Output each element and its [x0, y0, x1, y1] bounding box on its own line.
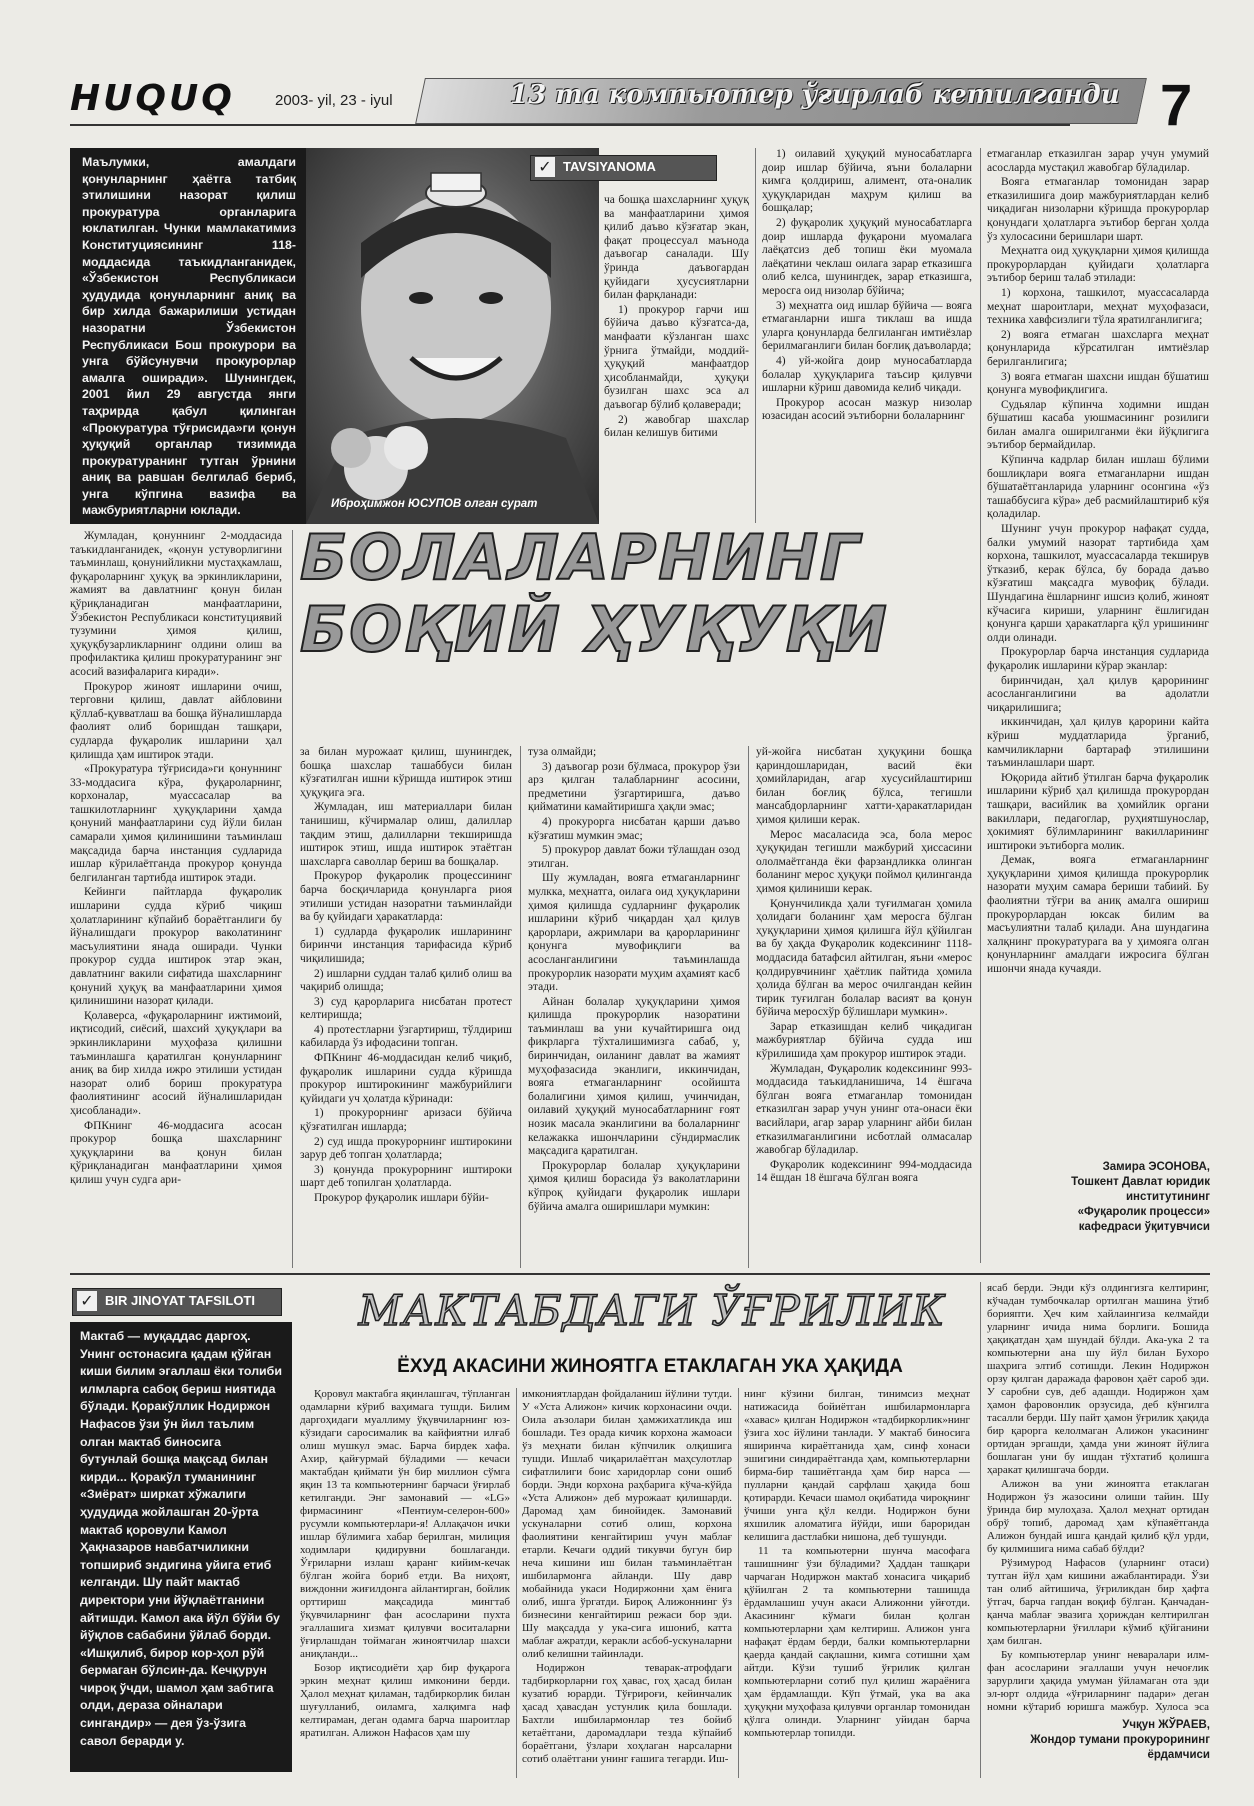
paragraph: Юқорида айтиб ўтилган барча фуқаролик ишларини кўриб ҳал қилишда прокурордан ташқари, васийлик ва ҳомийлик органи вакиллари, педагоглар, руҳиятшунослар, ҳокимият бўлимларининг вакилларининг иштироки эътиборга молик. — [987, 771, 1209, 852]
child-photo — [306, 148, 599, 524]
column-divider — [516, 1388, 517, 1778]
paragraph: Жумладан, Фуқаролик кодексининг 993-моддасида таъкидланишича, 14 ёшгача бўлган вояга етмаганлар томонидан етказилган зарар учун унинг ота-онаси ёки васийлари, агар зарар уларнинг айби билан етказилмаганлигини исботлай олмасалар жавобгар бўладилар. — [756, 1062, 972, 1157]
paragraph: 3) вояга етмаган шахсни ишдан бўшатиш қонунга мувофиқлигига. — [987, 370, 1209, 397]
paragraph: Шу жумладан, вояга етмаганларнинг мулкка, меҳнатга, оилага оид ҳуқуқларини ҳимоя қилишда судларнинг фуқаролик ишларини кўриб чиқардан ҳал қилув қарорлари, ажримлари ва қарорларининг қонунга мувофиқлиги ва асосланганлигини таъминлашда прокурорлик назорати муҳим аҳамият касб этади. — [528, 872, 740, 994]
paragraph: 1) корхона, ташкилот, муассасаларда меҳнат шароитлари, меҳнат муҳофазаси, техника хавфсизлиги тўла яратилганлигига; — [987, 286, 1209, 327]
article2-subheadline: ЁХУД АКАСИНИ ЖИНОЯТГА ЕТАКЛАГАН УКА ҲАҚИДА — [397, 1356, 903, 1377]
paragraph: Меҳнатга оид ҳуқуқларни ҳимоя қилишда прокурорлардан қуйидаги ҳолатларга эътибор бериш талаб этилади: — [987, 245, 1209, 285]
paragraph: Кўпинча кадрлар билан ишлаш бўлими бошлиқлари вояга етмаганларни ишдан бўшатаётганларида уларнинг осонгина «ўз ташаббусига кўра» деб расмийлаштириб кўя қоладилар. — [987, 454, 1209, 521]
article1-column-a — [604, 194, 749, 519]
author-role: Жондор тумани прокурорининг — [1030, 1734, 1210, 1746]
paragraph: 4) прокурорга нисбатан қарши даъво кўзғатиш мумкин эмас; — [528, 815, 740, 842]
section-rule — [70, 1273, 1210, 1275]
paragraph: 2) жавобгар шахслар билан келишув битими — [604, 413, 749, 440]
column-divider — [738, 1388, 739, 1778]
paragraph: Прокурор фуқаролик процессининг барча босқичларида қонунларга риоя этилиши устидан назоратни таъминлайди ва бу қуйидаги ҳаракатларда: — [300, 870, 512, 924]
paragraph: 1) судларда фуқаролик ишларининг биринчи инстанция тарифасида кўриб чиқилишида; — [300, 925, 512, 965]
paragraph: Қоровул мактабга яқинлашгач, тўпланган одамларни кўриб ваҳимага тушди. Билим даргоҳидаги муаллиму ўқувчиларнинг юз-кўзидаги саросималик ва кайфиятни илғаб олиш мушкул эмас. Барча бирдек хафа. Ахир, қайғурмай бўладими — кечаси мактабдан қиймати ўн бир миллион сўмга яқин 13 та компьютернинг барчаси ўғирлаб кетилганди. Энг замонавий — «LG» фирмасининг «Пентиум-селерон-600» русумли компьютерлари-я! Аллақачон ички ишлар бўлимига хабар берилган, милиция ходимлари қидирувни бошлаганди. Ўғриларни излаш қаранг кийим-кечак бўлган жойга бориб етди. Ва ниҳоят, виждонни жиғилдонга айлантирган, бойлик орттириш мақсадида мингтаб ўқувчиларнинг фан асосларини пухта эгаллашига хизмат қилувчи воситаларни ўғирлашдан тоймаган жиноятчилар шахси аниқланди... — [300, 1388, 510, 1660]
paragraph: Қонунчиликда ҳали туғилмаган ҳомила ҳолидаги боланинг ҳам меросга бўлган ҳуқуқларини ҳимоя қилишга йўл қўйилган ва бу ҳақда Фуқаролик кодексининг 1118-моддасида батафсил айтилган, яъни «мерос қолдирувчининг ҳаётлик пайтида ҳомила ҳолида бўлган ва мерос очилгандан кейин тирик туғилган болалар васият ва қонун бўйича меросхўр бўлишлари мумкин». — [756, 897, 972, 1019]
author-name: Учқун ЖЎРАЕВ, — [1122, 1719, 1210, 1731]
paragraph: 2) ишларни суддан талаб қилиб олиш ва чақириб олишда; — [300, 967, 512, 994]
column-divider — [292, 530, 293, 1268]
headline-line-2: БОҚИЙ ҲУҚУҚИ — [300, 593, 889, 666]
paragraph: иккинчидан, ҳал қилув қарорини кайта кўриш муддатларида ўрганиб, камчиликларни бартараф этилишини таъминлашлари шарт. — [987, 716, 1209, 770]
paragraph: 1) оилавий ҳуқуқий муносабатларга доир ишлар бўйича, яъни болаларни кимга қолдириш, алимент, ота-оналик ҳуқуқларидан маҳрум қилиш ва бошқалар; — [762, 148, 972, 215]
paragraph: Прокурор фуқаролик ишлари бўйи- — [314, 1192, 489, 1204]
author-role: «Фуқаролик процесси» — [1077, 1206, 1210, 1218]
paragraph: 2) вояга етмаган шахсларга меҳнат қонунларида кўрсатилган имтиёзлар берилганлигига; — [987, 328, 1209, 368]
paragraph: Жумладан, қонуннинг 2-моддасида таъкидланганидек, «қонун устуворлигини таъминлаш, қонунийликни мустаҳкамлаш, фуқароларнинг ҳуқуқ ва эркинликларини, жамият ва давлатнинг қонун билан қўриқланадиган манфаатларини, Ўзбекистон Республикаси конституциявий тузумини ҳимоя қилиш, ҳуқуқбузарликларнинг олдини олиш ва профилактика қилиш прокуратуранинг энг асосий вазифаларига киради». — [70, 530, 282, 678]
lead-box — [70, 1322, 292, 1772]
paragraph: Демак, вояга етмаганларнинг ҳуқуқларини ҳимоя қилишда прокурорлик назорати муҳим самара бериши табиий. Бу фаолиятни тўғри ва аниқ амалга ошириш прокурорлардан юксак билим ва масъулиятни талаб қилади. Ана шундагина халқнинг прокуратурага ва у ҳимояга олган қонунларнинг амалдаги ижросига бўлган ишончи янада кучаяди. — [987, 854, 1209, 976]
photo-credit: Иброҳимжон ЮСУПОВ олган сурат — [331, 498, 538, 510]
article1-column-d — [70, 530, 282, 1268]
paragraph: ФПКнинг 46-моддасидан келиб чиқиб, фуқаролик ишларини судда кўришда прокурор иштирокининг мажбурийлиги қуйидаги уч ҳолатда кўринади: — [300, 1052, 512, 1105]
author-role: Тошкент Давлат юридик — [1071, 1176, 1210, 1188]
paragraph: етмаганлар етказилган зарар учун умумий асосларда мустақил жавобгар бўладилар. — [987, 148, 1209, 174]
section-tag — [530, 155, 717, 181]
paragraph: Бозор иқтисодиёти ҳар бир фуқарога эркин меҳнат қилиш имконини берди. Ҳалол меҳнат қиламан, тадбиркорлик билан шуғулланиб, оиламга, халқимга наф келтираман, деган одамга барча шароитлар яратилган. Алижон Нафасов ҳам шу — [300, 1662, 510, 1739]
lead-text: Мактаб — муқаддас даргоҳ. Унинг остонасига қадам қўйган киши билим эгаллаш ёки толиби илмларга сабоқ бериш ниятида бўлади. Қоракўллик Нодиржон Нафасов ўзи ўн йил таълим олган мактаб биносига бутунлай бошқа мақсад билан кирди... Қоракўл туманининг «Зиёрат» ширкат хўжалиги ҳудудида жойлашган 20-ўрта мактаб қоровули Камол Ҳақназаров навбатчиликни топшириб эндигина уйига етиб келганди. Шу пайт мактаб директори уни йўқлаётганини айтишди. Камол ака йўл бўйи бу йўқлов сабабини ўйлаб борди. «Ишқилиб, бирор кор-ҳол рўй бермаган бўлсин-да. Кечқурун чироқ ўчди, шамол ҳам забтига олди, дераза ойналари сингандир» — дея ўз-ўзига савол берарди у. — [80, 1329, 282, 1748]
paragraph: Прокурорлар барча инстанция судларида фуқаролик ишларини кўрар эканлар: — [987, 646, 1209, 672]
section-tag-label: TAVSIYANOMA — [563, 159, 656, 174]
article1-headline — [300, 522, 980, 666]
paragraph: ча бошқа шахсларнинг ҳуқуқ ва манфаатларини ҳимоя қилиб даъво кўзғатар экан, фақат процессуал маънода даъвогар саналади. Шу ўринда даъвогардан қуйидаги ҳусусиятларни билан фарқланади: — [604, 194, 749, 302]
paragraph: туза олмайди; — [528, 746, 597, 758]
paragraph: 3) қонунда прокурорнинг иштироки шарт деб топилган ҳолатларда. — [300, 1163, 512, 1190]
paragraph: Қолаверса, «фуқароларнинг ижтимоий, иқтисодий, сиёсий, шахсий ҳуқуқлари ва эркинликларини муҳофаза қилишни таъминлашга қаратилган қонунларнинг аниқ ва бир хилда ижро этилиши устидан назорат олиб бориш прокуратура фаолиятининг асосий йўналишларидан ҳисобланади». — [70, 1009, 282, 1117]
column-divider — [980, 148, 981, 1263]
masthead-rule — [70, 124, 1070, 126]
article1-column-b — [762, 148, 972, 520]
paragraph: имкониятлардан фойдаланиш йўлини тутди. У «Уста Алижон» кичик корхонасини очди. Оила аъзолари билан ҳамжихатликда иш бошлади. Тез орада кичик корхона жамоаси ўз меҳнати билан кўпчилик олқишига тушди. Ишлаб чиқарилаётган маҳсулотлар сифатлилиги боис харидорлар сони ошиб борди. Энди корхона раҳбарига кўча-кўйда «Уста Алижон» деб мурожаат қилишарди. Даромад ҳам бинойидек. Замонавий ускуналарни сотиб олиш, корхона фаолиятини кенгайтириш учун маблағ етарли. Кечаги оддий тикувчи бугун бир неча кишини иш билан таъминлаётган ишбилармонга айланди. Шу давр мобайнида укаси Нодиржонни ҳам ёнига олиб, ишга ўргатди. Бироқ Алижоннинг ўз бизнесини кенгайтириш режаси бор эди. Шу мақсадда у ука-сига ишониб, катта маблағ ажратди, керакли асбоб-ускуналарни олиб келишни тайинлади. — [522, 1388, 732, 1660]
paragraph: за билан мурожаат қилиш, шунингдек, бошқа шахслар ташаббуси билан кўзғатилган ишни кўришда иштирок этиш ҳуқуқига эга. — [300, 746, 512, 799]
column-divider — [520, 746, 521, 1268]
article2-column-b — [522, 1388, 732, 1778]
paragraph: ясаб берди. Энди кўз олдингизга келтиринг, кўчадан тумбочкалар ортилган машина ўтиб борияпти. Ҳеч ким хайлаингиза келмайди уларнинг ичида нима борлиги. Бошида ҳақиқатдан ҳам шундай бўлди. Ака-ука 2 та компьютерни ана шу йўл билан Бухоро шаҳрига элтиб сотишди. Лекин Нодиржон орзу қилган даражада фаровон ҳаёт сароб эди. У саробни сув, деб адашди. Нодиржон ҳам ҳамон фаровонлик орзусида, деб кўнгилга тасалли берди. Шу пайт ҳамон ўғрилик ҳақида бир қарорга келолмаган Алижон укасининг ортидан эргашди, ҳамда уни жиноят йўлига бошлаган уни бу ишдан тўхтатиб қолишга ҳаракат қилишгача борди. — [987, 1282, 1209, 1476]
child-illustration — [306, 148, 599, 524]
paragraph: 3) меҳнатга оид ишлар бўйича — вояга етмаганларни ишга тиклаш ва ишда уларга қонунларда белгиланган имтиёзлар берилмаганлиги билан боғлиқ даъволарда; — [762, 299, 972, 353]
article1-column-c — [987, 148, 1209, 1156]
checkmark-icon: ✓ — [535, 157, 555, 177]
paragraph: Шунинг учун прокурор нафақат судда, балки умумий назорат тартибида ҳам корхона, ташкилот, муассасаларда текширув ўтказиб, керак бўлса, бу борада даъво кўзғатиш мақсадга мувофиқ бўлади. Шундагина ёшларнинг ишсиз қолиб, жиноят кўчасига кириши, уларнинг ёшлигидан қонунга қарши ҳаракатларга қўл уришининг олди олинади. — [987, 523, 1209, 644]
paragraph: Зарар етказишдан келиб чиқадиган мажбуриятлар бўйича судда иш кўрилишида ҳам прокурор иштирок этади. — [756, 1020, 972, 1061]
author-role: институтининг — [1125, 1191, 1210, 1203]
article2-headline: МАКТАБДАГИ ЎҒРИЛИК — [358, 1286, 946, 1335]
paragraph: Айнан болалар ҳуқуқларини ҳимоя қилишда прокурорлик назоратини таъминлаш ва уни кучайтиришга оид фикрларга тўхталишимизга сабаб, у, биринчидан, оиланинг давлат ва жамият муҳофазасида эканлиги, иккинчидан, вояга етмаганларнинг осойишта болалигини ҳимоя қилиш, учинчидан, оилавий ҳуқуқий муносабатларнинг ғоят нозик масала эканлигини ва болаларнинг келажакка ишончларини сўндирмаслик мақсадига қаратилган. — [528, 995, 740, 1158]
article1-column-g — [756, 746, 972, 1268]
paragraph: 1) прокурор гарчи иш бўйича даъво кўзғатса-да, манфаати кўзланган шахс ўрнига ўтмайди, моддий-ҳуқуқий манфаатдор ҳисобланмайди, ҳуқуқи бузилган шахс эса ал даъвогар бўлиб қолаверади; — [604, 303, 749, 411]
article2-column-d — [987, 1282, 1209, 1714]
newspaper-brand: HUQUQ — [70, 78, 235, 119]
checkmark-icon: ✓ — [77, 1291, 97, 1311]
paragraph: уй-жойга нисбатан ҳуқуқини бошқа қариндошларидан, васий ёки ҳомийларидан, агар хусусийлаштириш билан боғлиқ бўлса, тегишли мансабдорларнинг хатти-ҳаракатларидан ҳимоя қилиши керак. — [756, 746, 972, 826]
paragraph: Прокурор асосан мазкур низолар юзасидан асосий эътиборни болаларнинг — [762, 396, 972, 423]
page-number: 7 — [1160, 73, 1193, 138]
paragraph: 2) фуқаролик ҳуқуқий муносабатларга доир ишларда фуқарони муомалага лаёқатсиз деб топиш ёки муомала лаёқатини чеклаш оилага зарар етказишга олиб келса, шунингдек, зарар етказишга, меросга оид низолар бўйича; — [762, 216, 972, 297]
paragraph: Рўзимурод Нафасов (уларнинг отаси) тутган йўл ҳам кишини ажаблантиради. Ўзи тан олиб айтишича, ўғриликдан бир ҳафта ўтгач, барча гапдан воқиф бўлган. Қанчадан-қанча маблағ эвазига ҳориждан келтирилган компьютерларни ўғиллари кўмиб қўйганини ҳам билган. — [987, 1557, 1209, 1647]
column-divider — [748, 746, 749, 1268]
article2-column-c — [744, 1388, 970, 1778]
paragraph: ФПКнинг 46-моддасига асосан прокурор бошқа шахсларнинг ҳуқуқларини ва қонун билан қўриқланадиган манфаатларини ҳимоя қилиш учун судга ари- — [70, 1119, 282, 1186]
paragraph: 5) прокурор давлат божи тўлашдан озод этилган. — [528, 844, 740, 870]
issue-date: 2003- yil, 23 - iyul — [275, 92, 393, 109]
paragraph: Фуқаролик кодексининг 994-моддасида 14 ёшдан 18 ёшгача бўлган вояга — [756, 1158, 972, 1185]
paragraph: 11 та компьютерни шунча масофага ташишнинг ўзи бўладими? Ҳаддан ташқари чарчаган Нодиржон мактаб хонасига чиқариб қўйилган 2 та компьютерни ташишда ёрдамлашиш учун акаси Алижонни уйғотди. Акасининг кўмаги билан қолган компьютерларни ҳам келтириш. Алижон унга нафақат ёрдам берди, балки компьютерларни қаерда қандай сақлашни, кимга сотишни ҳам айтди. Кўзи тушиб ўғрилик қилган компьютерларни сотиб пул қилиш жараёнига ҳам ёрдамлашди. Кўп ўтмай, ука ва ака ҳуқуқни муҳофаза қилувчи органлар томонидан қўлга олинди. Уларнинг уйидан барча компьютерлар топилди. — [744, 1545, 970, 1739]
paragraph: 4) протестларни ўзгартириш, тўлдириш кабиларда ўз ифодасини топган. — [300, 1023, 512, 1050]
author-signature — [990, 1160, 1210, 1235]
article2-column-a — [300, 1388, 510, 1778]
article1-column-f — [528, 746, 740, 1268]
paragraph: Судьялар кўпинча ходимни ишдан бўшатиш касаба уюшмасининг розилиги билан амалга оширилганми ёки йўқлигига эътибор бермайдилар. — [987, 398, 1209, 452]
paragraph: 4) уй-жойга доир муносабатларда болалар ҳуқуқларига таъсир қилувчи ишларни кўриш давомида келиб чиқади. — [762, 354, 972, 395]
author-name: Замира ЭСОНОВА, — [1102, 1161, 1210, 1173]
column-divider — [980, 1282, 981, 1778]
section-tag-label: BIR JINOYAT TAFSILOTI — [105, 1293, 255, 1308]
author-role: ёрдамчиси — [1147, 1749, 1210, 1761]
paragraph: биринчидан, ҳал қилув қарорининг асосланганлигини ва адолатли чиқарилишига; — [987, 674, 1209, 714]
author-role: кафедраси ўқитувчиси — [1078, 1221, 1210, 1233]
paragraph: Прокурорлар болалар ҳуқуқларини ҳимоя қилиш борасида ўз ваколатларини кўпроқ қуйидаги фуқаролик ишлари бўйича амалга оширишлари мумкин: — [528, 1159, 740, 1213]
paragraph: Мерос масаласида эса, бола мерос ҳуқуқидан тегишли мажбурий ҳиссасини ололмаётганда ёки фарзандликка олинган боланинг мерос ҳуқуқи поймол қилинганда ҳимоя қилиниши керак. — [756, 828, 972, 895]
paragraph: Бу компьютерлар унинг неваралари илм-фан асосларини эгаллаши учун нечоғлик зарурлиги ҳақида умуман ўйламаган ота эди эл-юрт олдида «ўғриларнинг падари» деган номни кўтариб юришга мажбур. Хулоса эса — [987, 1649, 1209, 1713]
column-divider — [755, 148, 756, 523]
article1-column-e — [300, 746, 512, 1268]
paragraph: 3) суд қарорларига нисбатан протест келтиришда; — [300, 995, 512, 1022]
paragraph: Алижон ва уни жиноятга етаклаган Нодиржон ўз жазосини олиши тайин. Шу ўринда бир мулоҳаза. Ҳалол меҳнат ортидан обрў топиб, даромад ҳам кўпаяётганда Алижон бундай ишга қандай қилиб қўл урди, бу қилмишига нима сабаб бўлди? — [987, 1478, 1209, 1555]
paragraph: Нодиржон теварак-атрофдаги тадбиркорларни гоҳ ҳавас, гоҳ ҳасад билан кузатиб юрарди. Тўғрироғи, кейинчалик ҳасад ҳавасдан устунлик қила бошлади. Бахтли ишбилармонлар тез бойиб кетаётгани, даромадлари тезда кўпайиб бораётгани, ўзлари хоҳлаган нарсаларни сотиб олаётгани унинг ғашига тегарди. Иш- — [522, 1662, 732, 1765]
paragraph: нинг кўзини билган, тинимсиз меҳнат натижасида бойиётган ишбилармонларга «хавас» қилган Нодиржон «тадбиркорлик»нинг ўзига хос йўлини танлади. У мактаб биносига яширинча кираётганида ҳам, синф хонаси эшигини синдираётганда ҳам, компьютерларни бирма-бир ташиётганда ҳам бир нарса — пулларни қандай сарфлаш ҳақида бош қотирарди. Кечаси шамол оқибатида чироқнинг ўчиши унга қўл келди. Нодиржон буни яхшилик аломатига йўйди, иши бароридан келишига дастлабки нишона, деб тушунди. — [744, 1388, 970, 1543]
paragraph: 1) прокурорнинг аризаси бўйича қўзғатилган ишларда; — [300, 1107, 512, 1134]
paragraph: 3) даъвогар рози бўлмаса, прокурор ўзи арз қилган талабларнинг асосини, предметини ўзгартиришга, даъво қийматини камайтиришга ҳақли эмас; — [528, 760, 740, 814]
topic-title: 13 та компьютер ўғирлаб кетилганди — [510, 80, 1120, 110]
section-tag — [72, 1288, 282, 1316]
lead-box — [70, 148, 306, 524]
lead-text: Маълумки, амалдаги қонунларнинг ҳаётга татбиқ этилишини назорат қилиш прокуратура органларига юклатилган. Чунки мамлакатимиз Конституциясининг 118-моддасида таъкидланганидек, «Ўзбекистон Республикаси ҳудудида қонунларнинг аниқ ва бир хилда бажарилиши устидан назоратни Ўзбекистон Республикаси Бош прокурори ва унга бўйсунувчи прокурорлар амалга оширади». Шунингдек, 2001 йил 29 августда янги таҳрирда қабул қилинган «Прокуратура тўғрисида»ги қонун ҳуқуқий органлар тизимида прокуратуранинг тутган ўрнини аниқ ва равшан белгилаб бериб, унга кўпгина вазифа ва мажбуриятларни юклади. — [82, 155, 296, 518]
paragraph: Прокурор жиноят ишларини очиш, терговни қилиш, давлат айбловини қўллаб-қувватлаш ва бошқа йўналишларда фаолият олиб боришдан ташқари, судларда фуқаролик ишларини ҳал қилишда ҳам иштирок этади. — [70, 680, 282, 761]
headline-line-1: БОЛАЛАРНИНГ — [300, 521, 862, 594]
paragraph: Жумладан, иш материаллари билан танишиш, кўчирмалар олиш, далиллар тақдим этиш, далилларни текширишда иштирок этиш, ишда иштирок этаётган шахсларга саволлар бериш ва бошқалар. — [300, 801, 512, 868]
paragraph: «Прокуратура тўғрисида»ги қонуннинг 33-моддасига кўра, фуқароларнинг, корхоналар, муассасалар ва ташкилотларнинг ҳуқуқларини ҳамда қонуний манфаатларини суд йўли билан самарали ҳимоя қилинишини таъминлаш мақсадида барча инстанция судларида ишлар кўрилаётганда прокурор қонунда белгиланган тартибда иштирок этади. — [70, 763, 282, 884]
author-signature — [960, 1718, 1210, 1763]
masthead — [70, 73, 1210, 148]
paragraph: Вояга етмаганлар томонидан зарар етказилишига доир мажбуриятлардан келиб чиқадиган низоларни кўришда прокурорлар қонундаги ҳолатларга эътибор берган ҳолда ўз хулосасини беришлари шарт. — [987, 176, 1209, 243]
paragraph: Кейинги пайтларда фуқаролик ишларини судда кўриб чиқиш ҳолатларининг кўпайиб бораётганлиги бу йўналишдаги прокурор ваколатининг масъулиятини янада оширади. Чунки прокурор судда иштирок этар экан, давлатнинг вакили сифатида шахсларнинг қонуний ҳуқуқ ва манфаатларини ҳимоя қилинишини назорат қилади. — [70, 886, 282, 1008]
paragraph: 2) суд ишда прокурорнинг иштирокини зарур деб топган ҳолатларда; — [300, 1135, 512, 1162]
